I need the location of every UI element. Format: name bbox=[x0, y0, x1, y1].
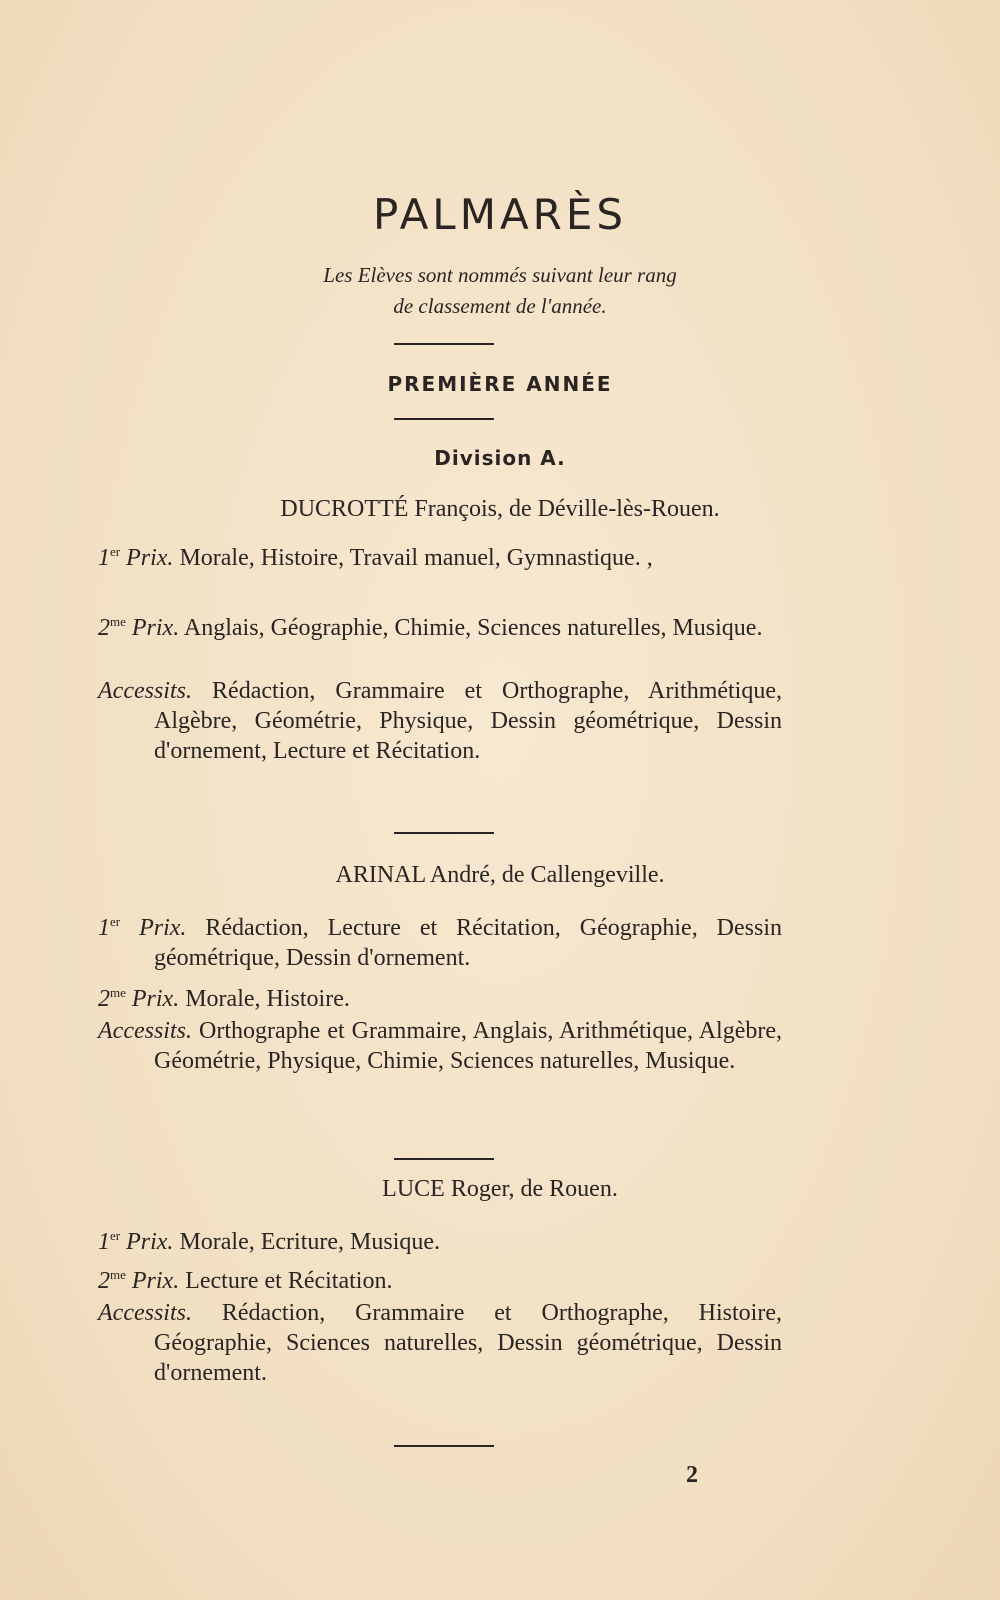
first-prize-text: Rédaction, Lecture et Récitation, Géographie, Dessin géométrique, Dessin d'ornement. bbox=[154, 915, 783, 971]
division-heading: Division A. bbox=[434, 446, 566, 470]
second-prize-text: Lecture et Récitation. bbox=[185, 1268, 393, 1294]
accessits-entry bbox=[98, 676, 782, 766]
first-prize-entry bbox=[98, 907, 782, 973]
second-prize-label: $2^{me}$ Prix. bbox=[98, 985, 180, 1012]
accessits-label: Accessits. bbox=[98, 1300, 192, 1326]
accessits-text: Orthographe et Grammaire, Anglais, Arithmétique, Algèbre, Géométrie, Physique, Chimie, Sciences naturelles, Musique. bbox=[154, 1018, 782, 1074]
first-prize-text: Morale, Ecriture, Musique. bbox=[179, 1229, 441, 1255]
second-prize-label: $2^{me}$ Prix. bbox=[98, 1267, 180, 1294]
divider-rule bbox=[394, 832, 494, 834]
first-prize-text: Morale, Histoire, Travail manuel, Gymnastique. , bbox=[179, 545, 653, 571]
first-prize-label: 1er Prix. bbox=[98, 1228, 174, 1255]
subtitle-line-2: de classement de l'année. bbox=[393, 294, 607, 318]
accessits-label: Accessits. bbox=[98, 678, 192, 704]
accessits-text: Rédaction, Grammaire et Orthographe, Histoire, Géographie, Sciences naturelles, Dessin géométrique, Dessin d'ornement. bbox=[154, 1300, 782, 1386]
second-prize-label: $2^{me}$ Prix. bbox=[98, 614, 180, 641]
first-prize-entry bbox=[98, 1221, 782, 1257]
student-name: ARINAL André, de Callengeville. bbox=[335, 862, 665, 888]
accessits-label: Accessits. bbox=[98, 1018, 192, 1044]
second-prize-entry bbox=[98, 978, 782, 1014]
first-prize-label: 1er Prix. bbox=[98, 544, 174, 571]
second-prize-text: Morale, Histoire. bbox=[185, 986, 350, 1012]
page-title: PALMARÈS bbox=[372, 190, 628, 239]
accessits-text: Rédaction, Grammaire et Orthographe, Arithmétique, Algèbre, Géométrie, Physique, Dessin géométrique, Dessin d'ornement, Lecture et Récitation. bbox=[154, 678, 783, 764]
year-heading: PREMIÈRE ANNÉE bbox=[387, 372, 613, 396]
divider-rule bbox=[394, 1445, 494, 1447]
divider-rule bbox=[394, 418, 494, 420]
accessits-entry bbox=[98, 1298, 782, 1388]
first-prize-label: 1er Prix. bbox=[98, 914, 187, 941]
first-prize-entry bbox=[98, 537, 782, 573]
second-prize-entry bbox=[98, 607, 782, 643]
student-name: DUCROTTÉ François, de Déville-lès-Rouen. bbox=[280, 496, 720, 522]
student-name: LUCE Roger, de Rouen. bbox=[382, 1176, 618, 1202]
second-prize-text: Anglais, Géographie, Chimie, Sciences naturelles, Musique. bbox=[183, 615, 763, 641]
subtitle-line-1: Les Elèves sont nommés suivant leur rang bbox=[323, 263, 677, 287]
divider-rule bbox=[394, 1158, 494, 1160]
divider-rule bbox=[394, 343, 494, 345]
accessits-entry bbox=[98, 1016, 782, 1076]
second-prize-entry bbox=[98, 1260, 782, 1296]
page-number: 2 bbox=[686, 1462, 698, 1488]
